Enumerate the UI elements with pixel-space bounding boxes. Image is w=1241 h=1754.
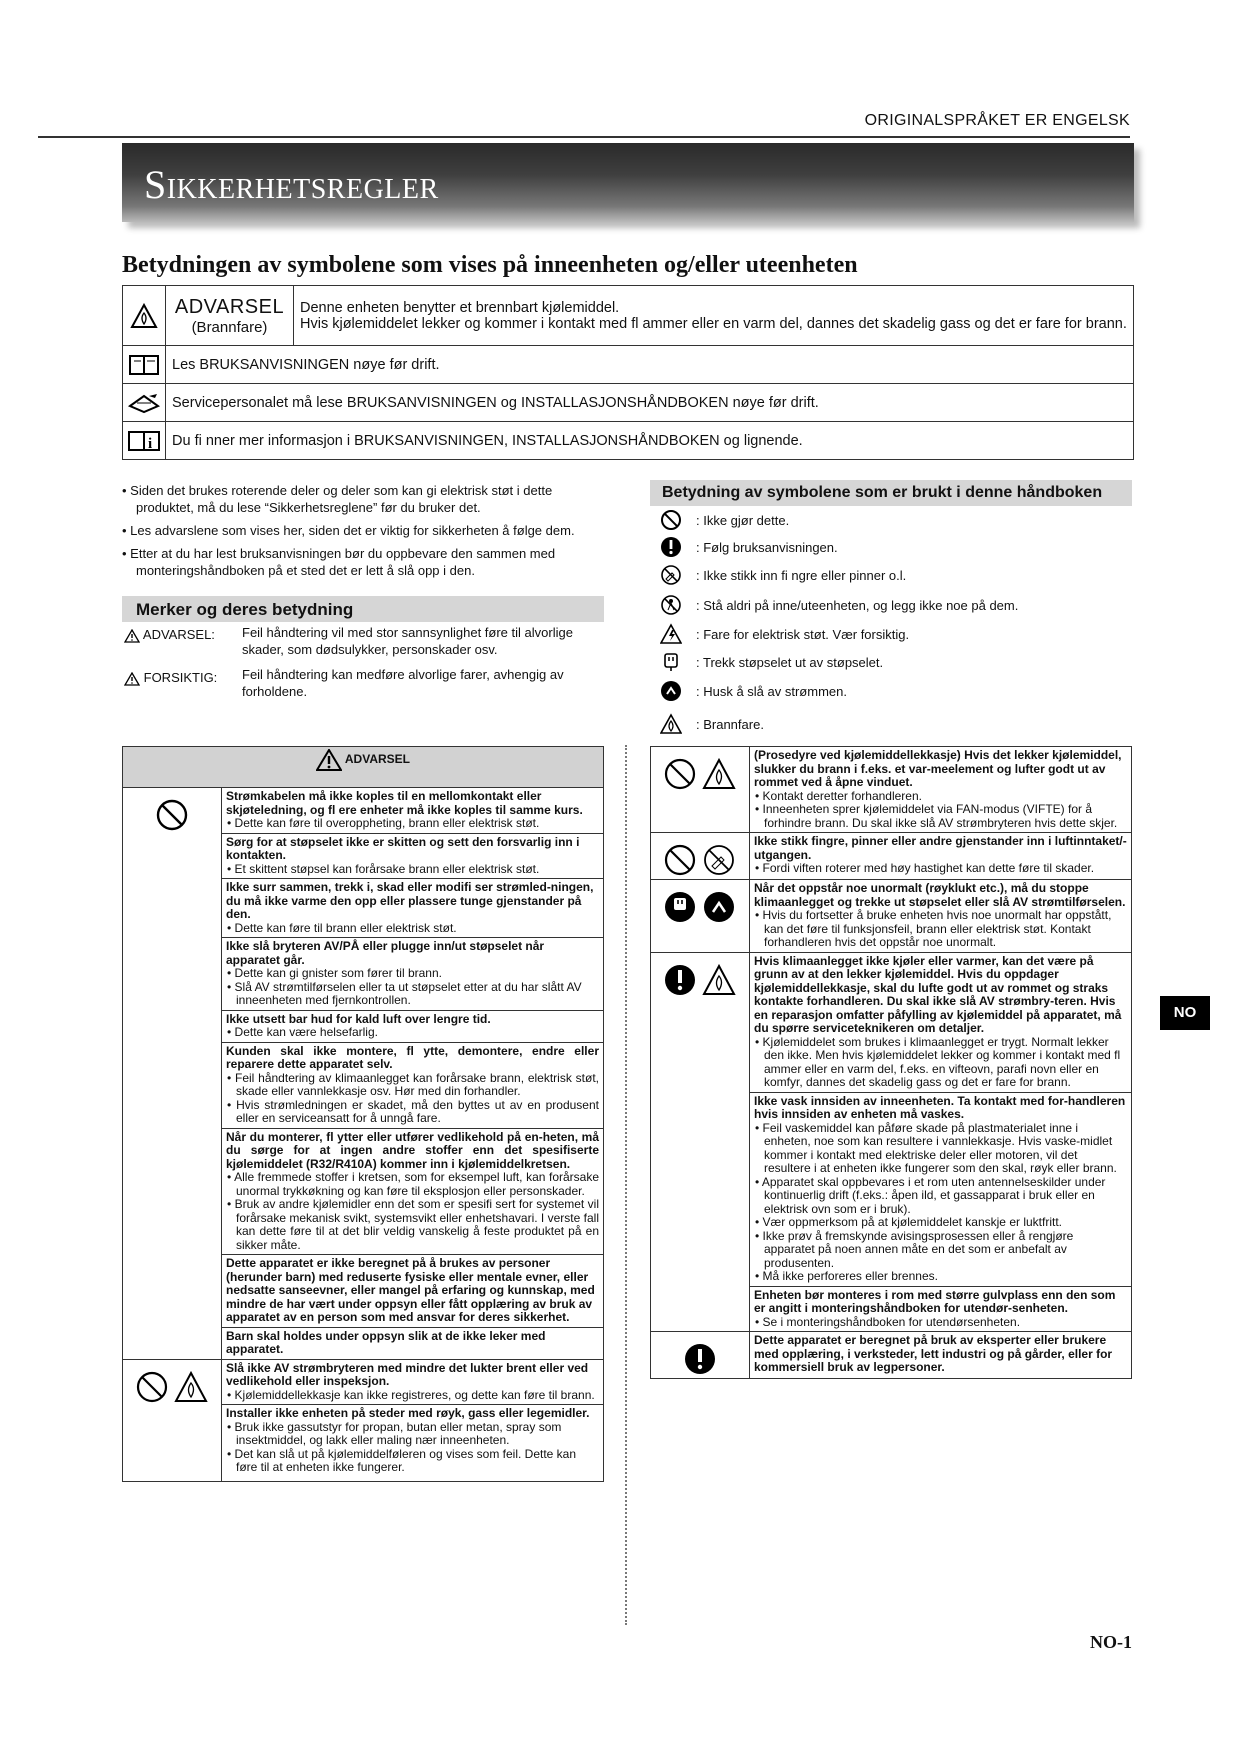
prohibition-fire-icons [651, 747, 750, 833]
symbol-item: : Ikke gjør dette. [660, 509, 789, 531]
service-manual-icon [123, 384, 166, 422]
warning-entry: Ikke slå bryteren AV/PÅ eller plugge inn/ut støpselet når apparatet går. • Dette kan gi gnister som fører til brann. • Slå AV strømtilførselen eller ta ut støpselet etter at du har slått AV inneenheten med fjernkontrollen. [222, 938, 604, 1011]
intro-list [122, 482, 602, 585]
marks-heading-bar [122, 596, 604, 622]
book-icon [123, 346, 166, 384]
warning-entry: Strømkabelen må ikke koples til en mellomkontakt eller skjøteledning, og fl ere enheter må ikke koples til samme kurs. • Dette kan føre til overoppheting, brann eller elektrisk støt. [222, 788, 604, 834]
prohibition-icon [660, 509, 682, 531]
intro-item: • Les advarslene som vises her, siden det er viktig for sikkerheten å følge dem. [122, 523, 575, 538]
warning-triangle-icon [124, 629, 140, 643]
no-standing-icon [660, 594, 682, 616]
unplug-power-off-icons [651, 880, 750, 953]
no-fingers-icon [660, 564, 682, 586]
column-divider [625, 745, 627, 1625]
caution-triangle-icon [124, 672, 140, 686]
warning-entry: Enheten bør monteres i rom med større gulvplass enn den som er angitt i monteringshåndboken for utendør-senheten. • Se i monteringshåndboken for utendørsenheten. [750, 1286, 1132, 1332]
symbol-row-2: Servicepersonalet må lese BRUKSANVISNINGEN og INSTALLASJONSHÅNDBOKEN nøye før drift. [166, 384, 1134, 422]
manual-symbols-heading: Betydning av symbolene som er brukt i denne håndboken [662, 484, 1103, 501]
caution-text: Feil håndtering kan medføre alvorlige farer, avhengig av forholdene. [242, 667, 564, 699]
header-rule [38, 136, 1130, 138]
warning-line-2: Hvis kjølemiddelet lekker og kommer i kontakt med fl ammer eller en varm del, dannes det skadelig gass og det er fare for brann. [300, 315, 1127, 332]
advarsel-table-right [650, 746, 1132, 1379]
caution-label: FORSIKTIG: [143, 670, 218, 685]
symbol-item: : Brannfare. [660, 713, 764, 735]
warning-entry: Sørg for at støpselet ikke er skitten og sett den forsvarlig inn i kontakten. • Et skittent støpsel kan forårsake brann eller elektrisk støt. [222, 833, 604, 879]
symbol-item: : Husk å slå av strømmen. [660, 680, 847, 702]
warn-mark [124, 627, 215, 643]
advarsel-table-left [122, 746, 604, 1482]
warning-label-cell [166, 286, 294, 346]
electric-shock-icon [660, 623, 682, 645]
intro-item: • Siden det brukes roterende deler og deler som kan gi elektrisk støt i dette produktet, må du lese “Sikkerhetsreglene” før du bruker det. [122, 483, 553, 515]
marks-heading: Merker og deres betydning [136, 600, 354, 619]
advarsel-header: ADVARSEL [123, 747, 604, 788]
intro-item: • Etter at du har lest bruksanvisningen bør du oppbevare den sammen med monteringshåndboken på et sted det er lett å slå opp i den. [122, 546, 556, 578]
symbol-table [122, 285, 1134, 460]
warning-entry: Ikke vask innsiden av inneenheten. Ta kontakt med for-handleren hvis innsiden av enheten må vaskes. • Feil vaskemiddel kan påføre skade på plastmaterialet inne i enheten, noe som kan resultere i vannlekkasje. Hvis vaske-midlet kommer i kontakt med elektriske deler eller motoren, vil det resultere i at enheten ikke fungerer som den skal, røyk eller brann. • Apparatet skal oppbevares i et rom uten antennelseskilder under kontinuerlig drift (f.eks.: åpen ild, et gassapparat i bruk eller en elektrisk ovn som er i bruk). • Vær oppmerksom på at kjølemiddelet kanskje er luktfritt. • Ikke prøv å fremskynde avisingsprosessen eller å rengjøre apparatet på noen annen måte en det som er anbefalt av produsenten. • Må ikke perforeres eller brennes. [750, 1092, 1132, 1286]
mandatory-icon [660, 536, 682, 558]
symbol-item: : Fare for elektrisk støt. Vær forsiktig. [660, 623, 909, 645]
symbol-item: : Stå aldri på inne/uteenheten, og legg ikke noe på dem. [660, 594, 1018, 616]
title-banner [122, 143, 1134, 222]
warning-sublabel: (Brannfare) [191, 318, 268, 336]
info-book-icon [123, 422, 166, 460]
warning-entry: (Prosedyre ved kjølemiddellekkasje) Hvis det lekker kjølemiddel, slukker du brann i f.eks. et var-meelement og lufter godt ut av rommet ved å åpne vinduet. • Kontakt deretter forhandleren. • Inneenheten sprer kjølemiddelet via FAN-modus (VIFTE) for å forhindre brann. Du skal ikke slå AV strømbryteren hvis dette skjer. [750, 747, 1132, 833]
prohibition-fire-icons [123, 1359, 222, 1481]
warning-entry: Ikke surr sammen, trekk i, skad eller modifi ser strømled-ningen, du må ikke varme den opp eller plassere tunge gjenstander på den. • Dette kan føre til brann eller elektrisk støt. [222, 879, 604, 938]
mandatory-icon [651, 1332, 750, 1379]
symbol-item: : Ikke stikk inn fi ngre eller pinner o.l. [660, 564, 906, 586]
prohibition-icon [123, 788, 222, 1360]
warn-text: Feil håndtering vil med stor sannsynlighet føre til alvorlige skader, som dødsulykker, personskader osv. [242, 625, 573, 657]
warning-entry: Når du monterer, fl ytter eller utfører vedlikehold på en-heten, må du sørge for at ingen andre stoffer enn det spesifiserte kjølemiddelet (R32/R410A) kommer inn i kjølemiddelkretsen. • Alle fremmede stoffer i kretsen, som for eksempel luft, kan forårsake unormal trykkøkning og kan føre til eksplosjon eller personskader. • Bruk av andre kjølemidler enn det som er spesifi sert for systemet vil forårsake mekanisk svikt, systemsvikt eller enhetshavari. I verste fall kan dette føre til at det blir veldig vanskelig å feste produktet på en sikker måte. [222, 1128, 604, 1255]
page-title: Sikkerhetsregler [144, 162, 439, 207]
language-tab: NO [1160, 996, 1210, 1030]
warning-entry: Slå ikke AV strømbryteren med mindre det lukter brent eller ved vedlikehold eller inspeksjon. • Kjølemiddellekkasje kan ikke registreres, og dette kan føre til brann. [222, 1359, 604, 1405]
symbols-heading: Betydningen av symbolene som vises på inneenheten og/eller uteenheten [122, 252, 858, 278]
warning-line-1: Denne enheten benytter et brennbart kjølemiddel. [300, 299, 620, 316]
power-off-icon [660, 680, 682, 702]
warning-triangle-icon [316, 749, 342, 771]
warn-label: ADVARSEL: [142, 627, 215, 642]
symbol-row-3: Du fi nner mer informasjon i BRUKSANVISNINGEN, INSTALLASJONSHÅNDBOKEN og lignende. [166, 422, 1134, 460]
manual-symbols-heading-bar [650, 480, 1132, 506]
symbol-item: : Trekk støpselet ut av støpselet. [660, 651, 883, 673]
fire-warning-icon [123, 286, 166, 346]
warning-entry: Ikke stikk fingre, pinner eller andre gjenstander inn i luftinntaket/-utgangen. • Fordi viften roterer med høy hastighet kan dette føre til skader. [750, 833, 1132, 880]
warning-entry: Barn skal holdes under oppsyn slik at de ikke leker med apparatet. [222, 1327, 604, 1359]
symbol-row-1: Les BRUKSANVISNINGEN nøye før drift. [166, 346, 1134, 384]
symbol-item: : Følg bruksanvisningen. [660, 536, 838, 558]
unplug-icon [660, 651, 682, 673]
svg-text:i: i [148, 435, 153, 452]
warning-entry: Når det oppstår noe unormalt (røyklukt etc.), må du stoppe klimaanlegget og trekke ut støpselet eller slå AV strømtilførselen. • Hvis du fortsetter å bruke enheten hvis noe unormalt har oppstått, kan det føre til funksjonsfeil, brann eller elektrisk støt. Kontakt forhandleren hvis det oppstår noe unormalt. [750, 880, 1132, 953]
warning-entry: Dette apparatet er ikke beregnet på å brukes av personer (herunder barn) med reduserte fysiske eller mentale evner, eller nedsatte sanseevner, eller mangel på erfaring og kunnskap, med mindre de har vært under oppsyn eller fått opplæring av bruk av apparatet av en person som med ansvar for deres sikkerhet. [222, 1255, 604, 1328]
caution-mark [124, 670, 217, 686]
warning-text [294, 286, 1134, 346]
warning-entry: Ikke utsett bar hud for kald luft over lengre tid. • Dette kan være helsefarlig. [222, 1010, 604, 1042]
fire-hazard-icon [660, 713, 682, 735]
language-note: ORIGINALSPRÅKET ER ENGELSK [864, 112, 1130, 129]
warning-entry: Kunden skal ikke montere, fl ytte, demontere, endre eller reparere dette apparatet selv. • Feil håndtering av klimaanlegget kan forårsake brann, elektrisk støt, skade eller vannlekkasje osv. Hør med din forhandler. • Hvis strømledningen er skadet, må den byttes ut av en produsent eller en serviceansatt for å unngå fare. [222, 1042, 604, 1128]
warning-entry: Hvis klimaanlegget ikke kjøler eller varmer, kan det være på grunn av at den lekker kjølemiddel. Hvis du oppdager kjølemiddellekkasje, skal du lufte godt ut av rommet og straks kontakte forhandleren. Du skal ikke slå AV strømbry-teren. Hvis en reparasjon omfatter påfylling av kjølemiddel på apparatet, må du spørre serviceteknikeren om detaljer. • Kjølemiddelet som brukes i klimaanlegget er trygt. Normalt lekker den ikke. Men hvis kjølemiddelet lekker og kommer i kontakt med fl ammer eller en varm del, f.eks. en vifteovn, parafi novn eller en komfyr, dannes det skadelig gass og det er fare for brann. [750, 952, 1132, 1092]
page-number: NO-1 [1090, 1632, 1132, 1652]
warning-label: ADVARSEL [174, 295, 285, 318]
warning-entry: Installer ikke enheten på steder med røyk, gass eller legemidler. • Bruk ikke gassutstyr for propan, butan eller metan, spray som insektmiddel, og lakk eller maling nær inneenheten. • Det kan slå ut på kjølemiddelføleren og vises som feil. Dette kan føre til at enheten ikke fungerer. [222, 1405, 604, 1482]
prohibition-fingers-icons [651, 833, 750, 880]
warning-entry: Dette apparatet er beregnet på bruk av eksperter eller brukere med opplæring, i verksteder, lett industri og på gårder, eller for kommersiell bruk av legpersoner. [750, 1332, 1132, 1379]
mandatory-fire-icons [651, 952, 750, 1332]
